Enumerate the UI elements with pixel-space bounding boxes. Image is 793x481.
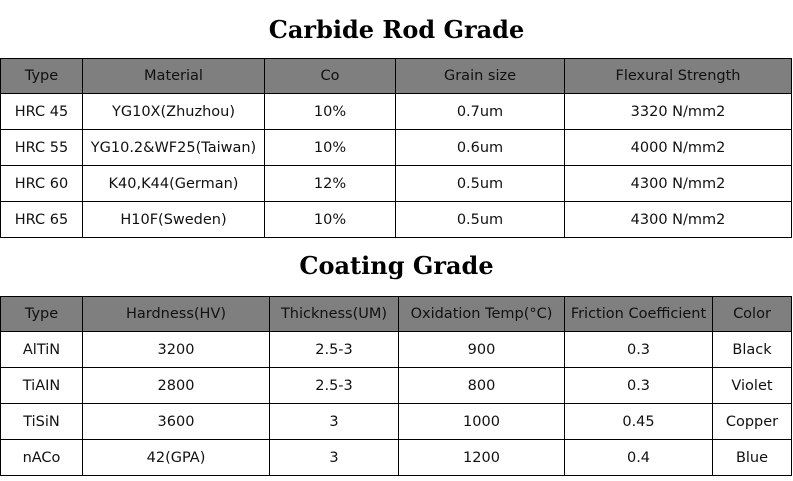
table-row	[1, 404, 792, 440]
cell-co: 10%	[265, 94, 396, 130]
cell-co: 10%	[265, 202, 396, 238]
cell-hardness: 42(GPA)	[83, 440, 270, 476]
cell-type: AlTiN	[1, 332, 83, 368]
cell-type: nACo	[1, 440, 83, 476]
table-row	[1, 368, 792, 404]
cell-thickness: 3	[270, 404, 399, 440]
cell-flexural-strength: 4000 N/mm2	[565, 130, 792, 166]
cell-material: YG10X(Zhuzhou)	[83, 94, 265, 130]
cell-co: 10%	[265, 130, 396, 166]
cell-thickness: 2.5-3	[270, 332, 399, 368]
header-oxidation-temp: Oxidation Temp(°C)	[399, 297, 565, 332]
header-thickness: Thickness(UM)	[270, 297, 399, 332]
table-row	[1, 332, 792, 368]
table-row	[1, 94, 792, 130]
cell-grain-size: 0.5um	[396, 166, 565, 202]
cell-friction-coefficient: 0.3	[565, 368, 713, 404]
cell-material: K40,K44(German)	[83, 166, 265, 202]
header-color: Color	[713, 297, 792, 332]
cell-oxidation-temp: 1000	[399, 404, 565, 440]
header-hardness: Hardness(HV)	[83, 297, 270, 332]
cell-co: 12%	[265, 166, 396, 202]
cell-thickness: 2.5-3	[270, 368, 399, 404]
cell-type: TiSiN	[1, 404, 83, 440]
cell-friction-coefficient: 0.3	[565, 332, 713, 368]
cell-oxidation-temp: 800	[399, 368, 565, 404]
cell-flexural-strength: 4300 N/mm2	[565, 166, 792, 202]
cell-hardness: 3200	[83, 332, 270, 368]
cell-thickness: 3	[270, 440, 399, 476]
cell-grain-size: 0.5um	[396, 202, 565, 238]
table-row	[1, 440, 792, 476]
cell-type: TiAIN	[1, 368, 83, 404]
cell-flexural-strength: 3320 N/mm2	[565, 94, 792, 130]
cell-color: Blue	[713, 440, 792, 476]
header-grain-size: Grain size	[396, 59, 565, 94]
cell-oxidation-temp: 1200	[399, 440, 565, 476]
cell-grain-size: 0.7um	[396, 94, 565, 130]
cell-hardness: 3600	[83, 404, 270, 440]
cell-grain-size: 0.6um	[396, 130, 565, 166]
header-row	[1, 297, 792, 332]
coating-grade-title: Coating Grade	[299, 251, 494, 280]
cell-hardness: 2800	[83, 368, 270, 404]
cell-color: Black	[713, 332, 792, 368]
cell-flexural-strength: 4300 N/mm2	[565, 202, 792, 238]
cell-type: HRC 65	[1, 202, 83, 238]
header-type: Type	[1, 297, 83, 332]
carbide-rod-grade-title: Carbide Rod Grade	[268, 15, 525, 44]
cell-type: HRC 55	[1, 130, 83, 166]
header-co: Co	[265, 59, 396, 94]
cell-type: HRC 60	[1, 166, 83, 202]
header-material: Material	[83, 59, 265, 94]
cell-friction-coefficient: 0.45	[565, 404, 713, 440]
cell-color: Copper	[713, 404, 792, 440]
cell-oxidation-temp: 900	[399, 332, 565, 368]
header-friction-coefficient: Friction Coefficient	[565, 297, 713, 332]
table-row	[1, 166, 792, 202]
cell-material: H10F(Sweden)	[83, 202, 265, 238]
cell-friction-coefficient: 0.4	[565, 440, 713, 476]
table-row	[1, 130, 792, 166]
coating-grade-table	[0, 296, 792, 476]
header-row	[1, 59, 792, 94]
cell-color: Violet	[713, 368, 792, 404]
cell-material: YG10.2&WF25(Taiwan)	[83, 130, 265, 166]
header-flexural-strength: Flexural Strength	[565, 59, 792, 94]
cell-type: HRC 45	[1, 94, 83, 130]
header-type: Type	[1, 59, 83, 94]
carbide-rod-grade-table	[0, 58, 792, 238]
table-row	[1, 202, 792, 238]
